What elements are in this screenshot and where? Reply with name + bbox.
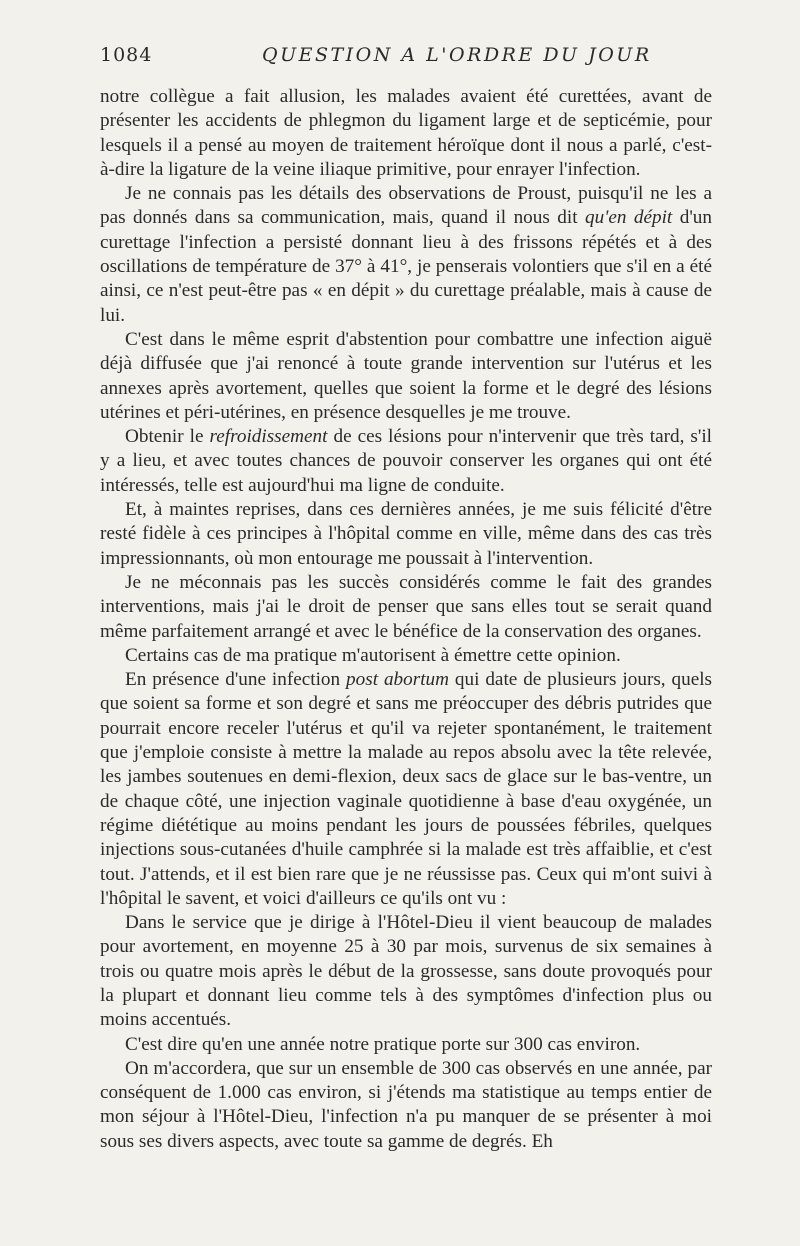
italic-phrase: post abortum	[346, 669, 449, 691]
paragraph: Obtenir le refroidissement de ces lésions pour n'intervenir que très tard, s'il y a lieu, et avec toutes chances de pouvoir conserver les organes qui ont été intéressés, telle est aujourd'hui ma ligne de conduite.	[100, 426, 712, 496]
italic-phrase: qu'en dépit	[585, 207, 673, 229]
paragraph: Je ne connais pas les détails des observations de Proust, puisqu'il ne les a pas donnés dans sa communication, mais, quand il nous dit qu'en dépit d'un curettage l'infection a persisté donnant lieu à des frissons répétés et à des oscillations de température de 37° à 41°, je penserais volontiers que s'il en a été ainsi, ce n'est peut-être pas « en dépit » du curettage préalable, mais à cause de lui.	[100, 183, 712, 326]
paragraph: Certains cas de ma pratique m'autorisent à émettre cette opinion.	[125, 644, 621, 666]
running-title: QUESTION A L'ORDRE DU JOUR	[262, 44, 652, 66]
body-text	[100, 85, 712, 1154]
paragraph: C'est dire qu'en une année notre pratique porte sur 300 cas environ.	[125, 1033, 641, 1055]
paragraph: Dans le service que je dirige à l'Hôtel-Dieu il vient beaucoup de malades pour avortement, en moyenne 25 à 30 par mois, survenus de six semaines à trois ou quatre mois après le début de la grossesse, sans doute provoqués pour la plupart et donnant lieu comme tels à des symptômes d'infection plus ou moins accentués.	[100, 912, 712, 1031]
paragraph: On m'accordera, que sur un ensemble de 300 cas observés en une année, par conséquent de 1.000 cas environ, si j'étends ma statistique au temps entier de mon séjour à l'Hôtel-Dieu, l'infection n'a pu manquer de se présenter à moi sous ses divers aspects, avec toute sa gamme de degrés. Eh	[100, 1057, 712, 1152]
paragraph: Je ne méconnais pas les succès considérés comme le fait des grandes interventions, mais j'ai le droit de penser que sans elles tout se serait quand même parfaitement arrangé et avec le bénéfice de la conservation des organes.	[100, 571, 712, 642]
page-number: 1084	[100, 44, 153, 66]
paragraph: Et, à maintes reprises, dans ces dernières années, je me suis félicité d'être resté fidèle à ces principes à l'hôpital comme en ville, même dans des cas très impressionnants, où mon entourage me poussait à l'intervention.	[100, 499, 712, 569]
paragraph: En présence d'une infection post abortum qui date de plusieurs jours, quels que soient sa forme et son degré et sans me préoccuper des débris putrides que pourrait encore receler l'utérus et qu'il va rejeter spontanément, le traitement que j'emploie consiste à mettre la malade au repos absolu avec la tête relevée, les jambes soutenues en demi-flexion, deux sacs de glace sur le bas-ventre, un de chaque côté, une injection vaginale quotidienne à base d'eau oxygénée, un régime diététique au moins pendant les jours de poussées fébriles, quelques injections sous-cutanées d'huile camphrée si la malade est très affaiblie, et c'est tout. J'attends, et il est bien rare que je ne réussisse pas. Ceux qui m'ont suivi à l'hôpital le savent, et voici d'ailleurs ce qu'ils ont vu :	[100, 669, 713, 909]
page-header	[0, 40, 800, 68]
paragraph: C'est dans le même esprit d'abstention pour combattre une infection aiguë déjà diffusée que j'ai renoncé à toute grande intervention sur l'utérus et les annexes après avortement, quelles que soient la forme et le degré des lésions utérines et péri-utérines, en présence desquelles je me trouve.	[100, 328, 712, 423]
paragraph: notre collègue a fait allusion, les malades avaient été curettées, avant de présenter les accidents de phlegmon du ligament large et de septicémie, pour lesquels il a pensé au moyen de traitement héroïque dont il nous a parlé, c'est-à-dire la ligature de la veine iliaque primitive, pour enrayer l'infection.	[100, 86, 712, 180]
italic-phrase: refroidissement	[209, 426, 328, 448]
